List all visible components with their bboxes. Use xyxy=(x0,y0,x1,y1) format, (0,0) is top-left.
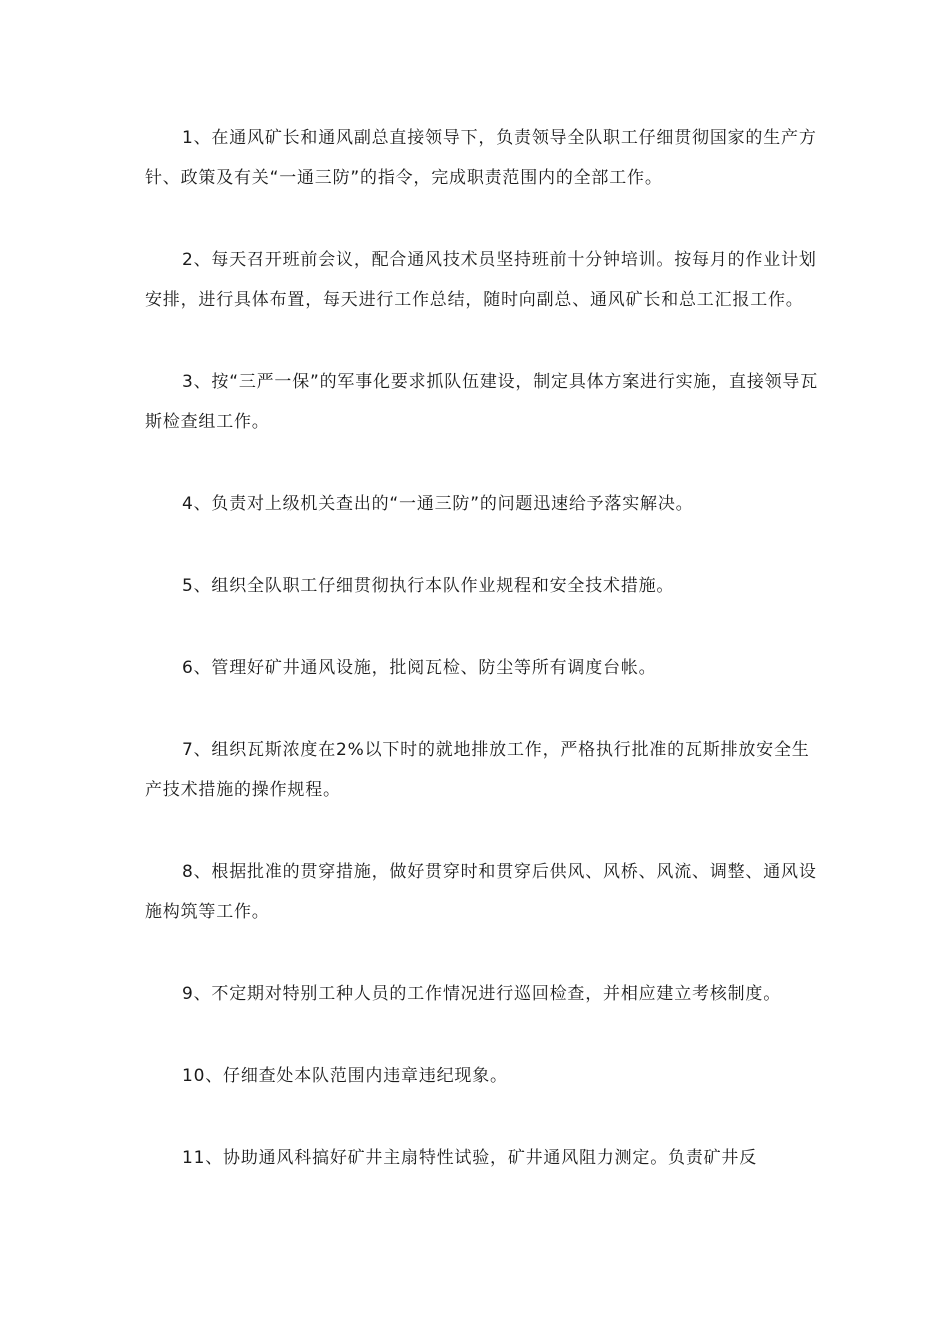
paragraph-1: 1、在通风矿长和通风副总直接领导下，负责领导全队职工仔细贯彻国家的生产方针、政策及有关“一通三防”的指令，完成职责范围内的全部工作。 xyxy=(145,128,817,188)
paragraph-7: 7、组织瓦斯浓度在2%以下时的就地排放工作，严格执行批准的瓦斯排放安全生产技术措施的操作规程。 xyxy=(145,740,810,800)
paragraph-8: 8、根据批准的贯穿措施，做好贯穿时和贯穿后供风、风桥、风流、调整、通风设施构筑等工作。 xyxy=(145,862,817,922)
paragraph-4: 4、负责对上级机关查出的“一通三防”的问题迅速给予落实解决。 xyxy=(182,494,694,514)
paragraph-3: 3、按“三严一保”的军事化要求抓队伍建设，制定具体方案进行实施，直接领导瓦斯检查组工作。 xyxy=(145,372,819,432)
paragraph-11: 11、协助通风科搞好矿井主扇特性试验，矿井通风阻力测定。负责矿井反 xyxy=(182,1148,758,1168)
paragraph-9: 9、不定期对特别工种人员的工作情况进行巡回检查，并相应建立考核制度。 xyxy=(182,984,782,1004)
document-body xyxy=(145,118,825,1178)
paragraph-5: 5、组织全队职工仔细贯彻执行本队作业规程和安全技术措施。 xyxy=(182,576,675,596)
paragraph-6: 6、管理好矿井通风设施，批阅瓦检、防尘等所有调度台帐。 xyxy=(182,658,657,678)
paragraph-2: 2、每天召开班前会议，配合通风技术员坚持班前十分钟培训。按每月的作业计划安排，进行具体布置，每天进行工作总结，随时向副总、通风矿长和总工汇报工作。 xyxy=(145,250,817,310)
paragraph-10: 10、仔细查处本队范围内违章违纪现象。 xyxy=(182,1066,508,1086)
